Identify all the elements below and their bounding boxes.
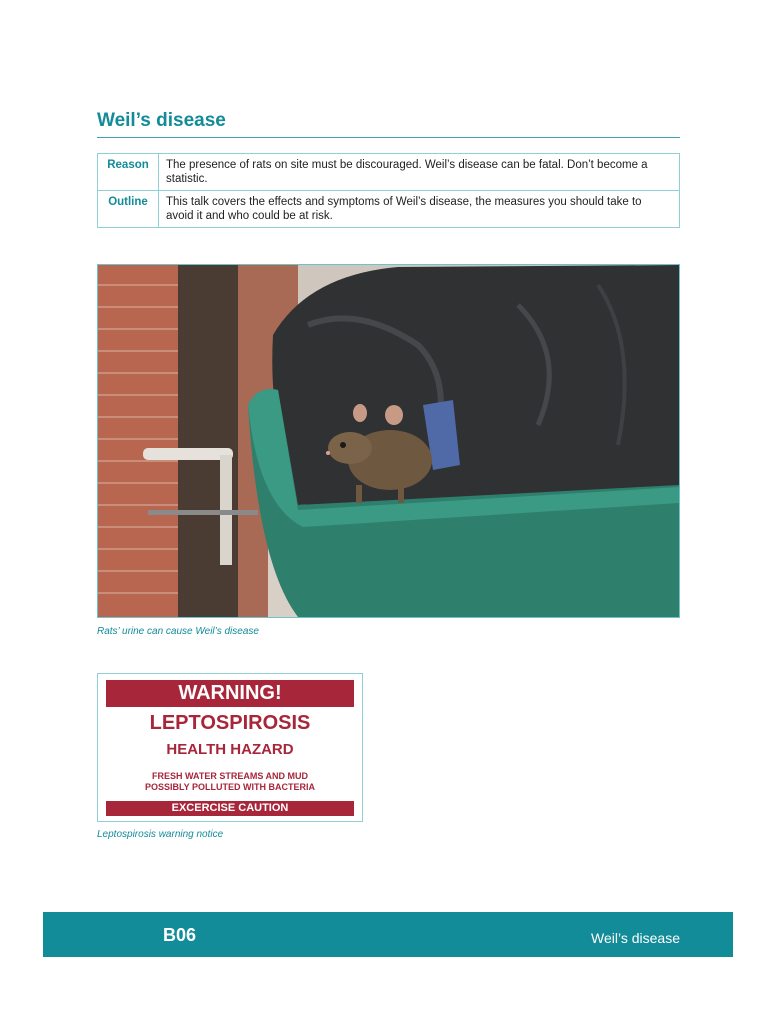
sign-caution-band: EXCERCISE CAUTION xyxy=(106,801,354,816)
sign-hazard: HEALTH HAZARD xyxy=(166,741,294,758)
sign-detail-line-1: FRESH WATER STREAMS AND MUD xyxy=(152,771,308,781)
rat-photo xyxy=(97,264,680,618)
footer-code: B06 xyxy=(163,925,197,945)
page-footer xyxy=(43,912,733,957)
photo-caption: Rats’ urine can cause Weil’s disease xyxy=(97,626,259,637)
sign-detail-line-2: POSSIBLY POLLUTED WITH BACTERIA xyxy=(144,782,315,792)
table-row xyxy=(98,154,680,191)
title-divider xyxy=(97,137,680,138)
page-title: Weil’s disease xyxy=(97,110,226,131)
row-label-reason: Reason xyxy=(98,154,159,191)
table-row xyxy=(98,191,680,228)
row-text-reason: The presence of rats on site must be discouraged. Weil’s disease can be fatal. Don’t become a statistic. xyxy=(159,154,680,191)
info-table xyxy=(97,153,680,228)
sign-warning-band: WARNING! xyxy=(106,680,354,707)
sign-details xyxy=(98,771,362,793)
row-text-outline: This talk covers the effects and symptoms of Weil’s disease, the measures you should take to avoid it and who could be at risk. xyxy=(159,191,680,228)
warning-sign xyxy=(97,673,363,822)
sign-caption: Leptospirosis warning notice xyxy=(97,829,224,840)
row-label-outline: Outline xyxy=(98,191,159,228)
footer-title: Weil’s disease xyxy=(591,930,680,946)
sign-disease: LEPTOSPIROSIS xyxy=(149,712,311,734)
rat-photo-illustration xyxy=(98,265,679,617)
